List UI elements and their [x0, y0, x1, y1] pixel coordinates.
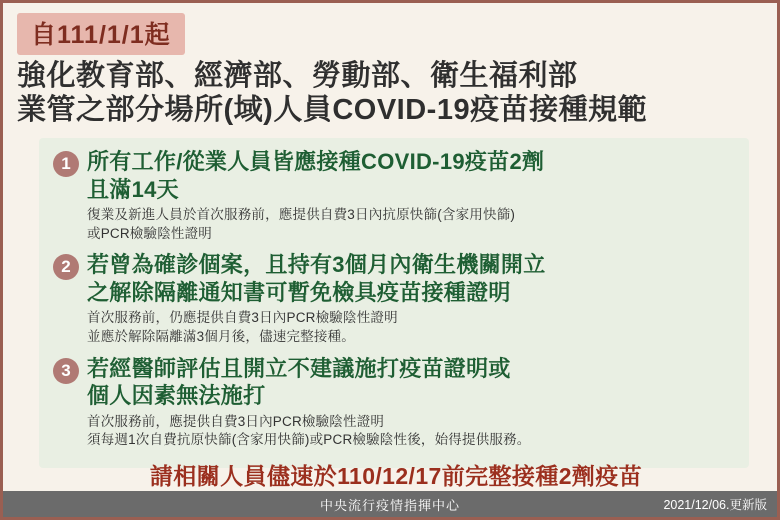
item-sub-line-2: 須每週1次自費抗原快篩(含家用快篩)或PCR檢驗陰性後，始得提供服務。	[87, 432, 531, 448]
item-main-text	[87, 251, 739, 306]
item-main-text	[87, 355, 739, 410]
item-sub-text	[87, 206, 739, 243]
item-main-line-2: 個人因素無法施打	[87, 383, 266, 408]
item-number-badge: 2	[53, 254, 79, 280]
call-to-action-text: 請相關人員儘速於110/12/17前完整接種2劑疫苗	[149, 462, 643, 489]
rules-panel	[39, 138, 749, 489]
page-title-line-1: 強化教育部、經濟部、勞動部、衛生福利部	[17, 60, 578, 92]
effective-date-badge: 自111/1/1起	[17, 13, 185, 55]
item-body	[87, 148, 739, 243]
list-item	[53, 251, 739, 346]
item-main-text	[87, 148, 739, 203]
page-title	[17, 59, 763, 127]
item-sub-line-2: 並應於解除隔離滿3個月後，儘速完整接種。	[87, 328, 356, 344]
list-item	[53, 148, 739, 243]
item-number-badge: 1	[53, 151, 79, 177]
footer-agency-label: 中央流行疫情指揮中心	[319, 497, 460, 513]
item-body	[87, 355, 739, 450]
item-sub-line-2: 或PCR檢驗陰性證明	[87, 225, 213, 241]
item-sub-line-1: 首次服務前，仍應提供自費3日內PCR檢驗陰性證明	[87, 310, 398, 326]
page-title-line-2: 業管之部分場所(域)人員COVID-19疫苗接種規範	[17, 94, 648, 127]
poster-footer	[3, 491, 777, 517]
item-main-line-1: 若經醫師評估且開立不建議施打疫苗證明或	[87, 355, 511, 381]
item-number-badge: 3	[53, 358, 79, 384]
item-sub-line-1: 復業及新進人員於首次服務前，應提供自費3日內抗原快篩(含家用快篩)	[87, 207, 516, 222]
item-main-line-1: 所有工作/從業人員皆應接種COVID-19疫苗2劑	[87, 149, 545, 174]
item-sub-text	[87, 413, 739, 450]
poster-header	[3, 3, 777, 131]
item-sub-text	[87, 309, 739, 346]
item-main-line-2: 且滿14天	[87, 176, 179, 202]
list-item	[53, 355, 739, 450]
footer-updated-date: 2021/12/06.更新版	[663, 498, 767, 512]
item-main-line-1: 若曾為確診個案，且持有3個月內衛生機關開立	[87, 252, 546, 278]
item-sub-line-1: 首次服務前，應提供自費3日內PCR檢驗陰性證明	[87, 413, 385, 429]
item-main-line-2: 之解除隔離通知書可暫免檢具疫苗接種證明	[87, 279, 511, 305]
item-body	[87, 251, 739, 346]
